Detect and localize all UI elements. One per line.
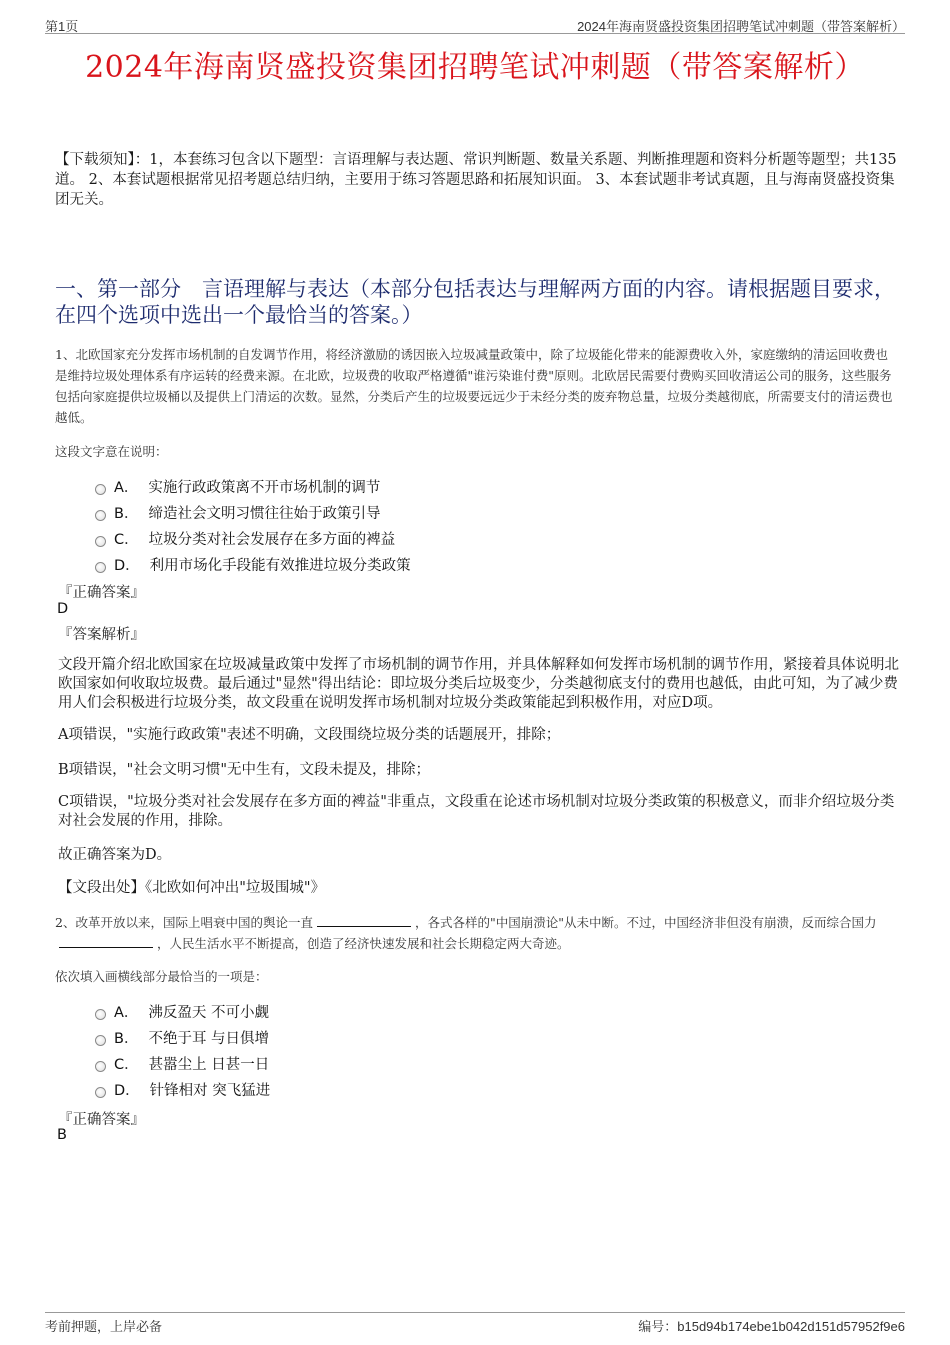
question-2-answer: B <box>57 1127 67 1143</box>
question-2-prompt: 依次填入画横线部分最恰当的一项是： <box>55 969 268 984</box>
footer-serial-number: 编号：b15d94b174ebe1b042d151d57952f9e6 <box>638 1319 905 1334</box>
header-doc-title: 2024年海南贤盛投资集团招聘笔试冲刺题（带答案解析） <box>577 19 905 34</box>
footer-slogan: 考前押题，上岸必备 <box>45 1319 163 1334</box>
question-1-prompt: 这段文字意在说明： <box>55 444 168 459</box>
radio-button-icon[interactable] <box>95 510 106 521</box>
question-1-option-d[interactable]: D． 利用市场化手段能有效推进垃圾分类政策 <box>95 551 411 577</box>
question-2-answer-label: 『正确答案』 <box>58 1112 145 1128</box>
radio-button-icon[interactable] <box>95 1061 106 1072</box>
question-1-source: 【文段出处】《北欧如何冲出"垃圾围城"》 <box>58 880 326 896</box>
question-1-analysis-paragraph: 文段开篇介绍北欧国家在垃圾减量政策中发挥了市场机制的调节作用，并具体解释如何发挥市场机制的调节作用，紧接着具体说明北欧国家如何收取垃圾费。最后通过"显然"得出结论：即垃圾分类后垃圾变少，分类越彻底支付的费用也越低，由此可知，为了减少费用人们会积极进行垃圾分类，故文段重在说明发挥市场机制对垃圾分类政策能起到积极作用，对应D项。 <box>58 657 899 711</box>
radio-button-icon[interactable] <box>95 484 106 495</box>
fill-blank-1[interactable] <box>317 915 411 927</box>
question-1-analysis-b: B项错误，"社会文明习惯"无中生有，文段未提及，排除； <box>58 762 430 778</box>
section-title: 一、第一部分 言语理解与表达（本部分包括表达与理解两方面的内容。请根据题目要求，在四个选项中选出一个最恰当的答案。） <box>55 277 895 327</box>
question-2-option-d[interactable]: D． 针锋相对 突飞猛进 <box>95 1076 270 1102</box>
question-1-answer-label: 『正确答案』 <box>58 585 145 601</box>
question-1-option-c[interactable]: C． 垃圾分类对社会发展存在多方面的裨益 <box>95 525 411 551</box>
question-2-stem: 2、改革开放以来，国际上唱衰中国的舆论一直 ，各式各样的"中国崩溃论"从未中断。不过，中国经济非但没有崩溃，反而综合国力，人民生活水平不断提高，创造了经济快速发展和社会长期稳定两大奇迹。 <box>55 915 877 951</box>
page-number: 第1页 <box>45 19 79 34</box>
page-header <box>45 14 905 34</box>
radio-button-icon[interactable] <box>95 536 106 547</box>
radio-button-icon[interactable] <box>95 562 106 573</box>
radio-button-icon[interactable] <box>95 1035 106 1046</box>
question-1-option-b[interactable]: B． 缔造社会文明习惯往往始于政策引导 <box>95 499 411 525</box>
question-2-option-b[interactable]: B． 不绝于耳 与日俱增 <box>95 1024 270 1050</box>
question-1-options <box>95 473 411 577</box>
question-1-analysis-c: C项错误，"垃圾分类对社会发展存在多方面的裨益"非重点，文段重在论述市场机制对垃圾分类政策的积极意义，而非介绍垃圾分类对社会发展的作用，排除。 <box>58 794 895 829</box>
document-title: 2024年海南贤盛投资集团招聘笔试冲刺题（带答案解析） <box>85 50 865 85</box>
question-2-options <box>95 998 270 1102</box>
question-1-answer: D <box>57 601 69 617</box>
question-1-conclusion: 故正确答案为D。 <box>58 847 172 863</box>
question-2-option-c[interactable]: C． 甚嚣尘上 日甚一日 <box>95 1050 270 1076</box>
page-footer <box>45 1312 905 1334</box>
radio-button-icon[interactable] <box>95 1009 106 1020</box>
question-1-option-a[interactable]: A． 实施行政政策离不开市场机制的调节 <box>95 473 411 499</box>
fill-blank-2[interactable] <box>59 936 153 948</box>
question-1-stem: 1、北欧国家充分发挥市场机制的自发调节作用，将经济激励的诱因嵌入垃圾减量政策中，除了垃圾能化带来的能源费收入外，家庭缴纳的清运回收费也是维持垃圾处理体系有序运转的经费来源。在北欧，垃圾费的收取严格遵循"谁污染谁付费"原则。北欧居民需要付费购买回收清运公司的服务，这些服务包括向家庭提供垃圾桶以及提供上门清运的次数。显然，分类后产生的垃圾要远远少于未经分类的废弃物总量，垃圾分类越彻底，所需要支付的清运费也越低。 <box>55 347 893 425</box>
question-1-analysis-label: 『答案解析』 <box>58 627 145 643</box>
question-2-option-a[interactable]: A． 沸反盈天 不可小觑 <box>95 998 270 1024</box>
question-1-analysis-a: A项错误，"实施行政政策"表述不明确，文段围绕垃圾分类的话题展开，排除； <box>58 727 561 743</box>
radio-button-icon[interactable] <box>95 1087 106 1098</box>
download-notice: 【下载须知】：1，本套练习包含以下题型：言语理解与表达题、常识判断题、数量关系题、判断推理题和资料分析题等题型；共135道。 2、本套试题根据常见招考题总结归纳，主要用于练习答题思路和拓展知识面。 3、本套试题非考试真题，且与海南贤盛投资集团无关。 <box>55 152 897 208</box>
